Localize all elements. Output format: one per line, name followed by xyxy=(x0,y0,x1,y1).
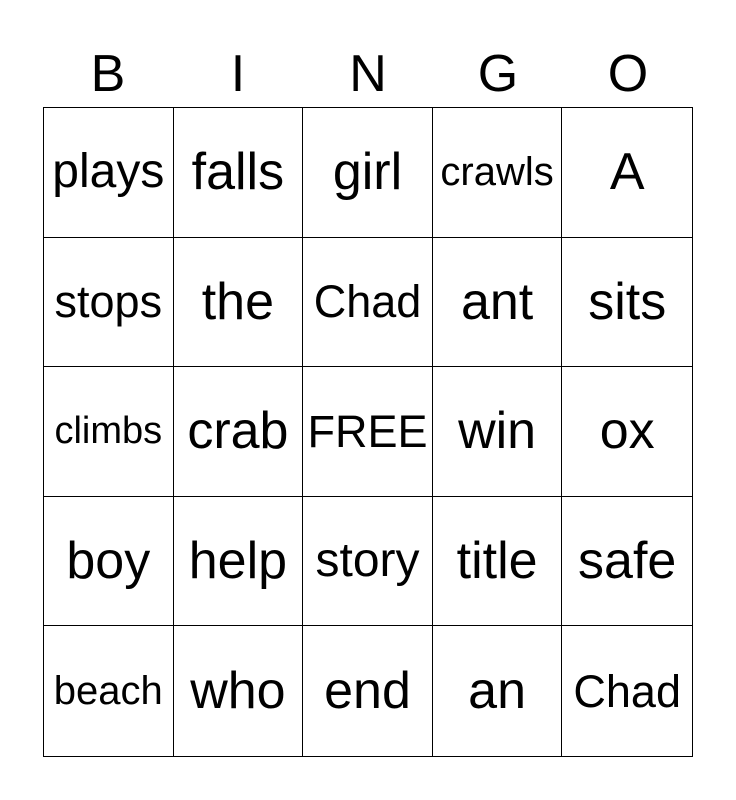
bingo-free-cell[interactable]: FREE xyxy=(303,367,433,497)
bingo-cell[interactable]: stops xyxy=(44,238,174,368)
bingo-cell[interactable]: boy xyxy=(44,497,174,627)
header-letter-b: B xyxy=(90,45,126,103)
bingo-cell[interactable]: help xyxy=(174,497,304,627)
bingo-cell[interactable]: story xyxy=(303,497,433,627)
bingo-cell[interactable]: the xyxy=(174,238,304,368)
header-letter-n: N xyxy=(349,45,387,103)
bingo-cell[interactable]: Chad xyxy=(303,238,433,368)
bingo-cell[interactable]: end xyxy=(303,626,433,756)
header-letter-i: I xyxy=(230,45,246,103)
bingo-cell[interactable]: sits xyxy=(562,238,692,368)
bingo-cell[interactable]: falls xyxy=(174,108,304,238)
bingo-cell[interactable]: win xyxy=(433,367,563,497)
bingo-cell[interactable]: an xyxy=(433,626,563,756)
bingo-cell[interactable]: girl xyxy=(303,108,433,238)
bingo-cell[interactable]: climbs xyxy=(44,367,174,497)
bingo-cell[interactable]: plays xyxy=(44,108,174,238)
bingo-header xyxy=(43,42,693,106)
header-letter-o: O xyxy=(607,45,649,103)
bingo-cell[interactable]: crawls xyxy=(433,108,563,238)
bingo-cell[interactable]: who xyxy=(174,626,304,756)
bingo-cell[interactable]: crab xyxy=(174,367,304,497)
bingo-cell[interactable]: ox xyxy=(562,367,692,497)
bingo-board xyxy=(43,107,693,757)
bingo-cell[interactable]: beach xyxy=(44,626,174,756)
bingo-cell[interactable]: ant xyxy=(433,238,563,368)
header-letter-g: G xyxy=(477,45,519,103)
bingo-cell[interactable]: A xyxy=(562,108,692,238)
bingo-cell[interactable]: title xyxy=(433,497,563,627)
bingo-cell[interactable]: safe xyxy=(562,497,692,627)
bingo-cell[interactable]: Chad xyxy=(573,665,681,717)
